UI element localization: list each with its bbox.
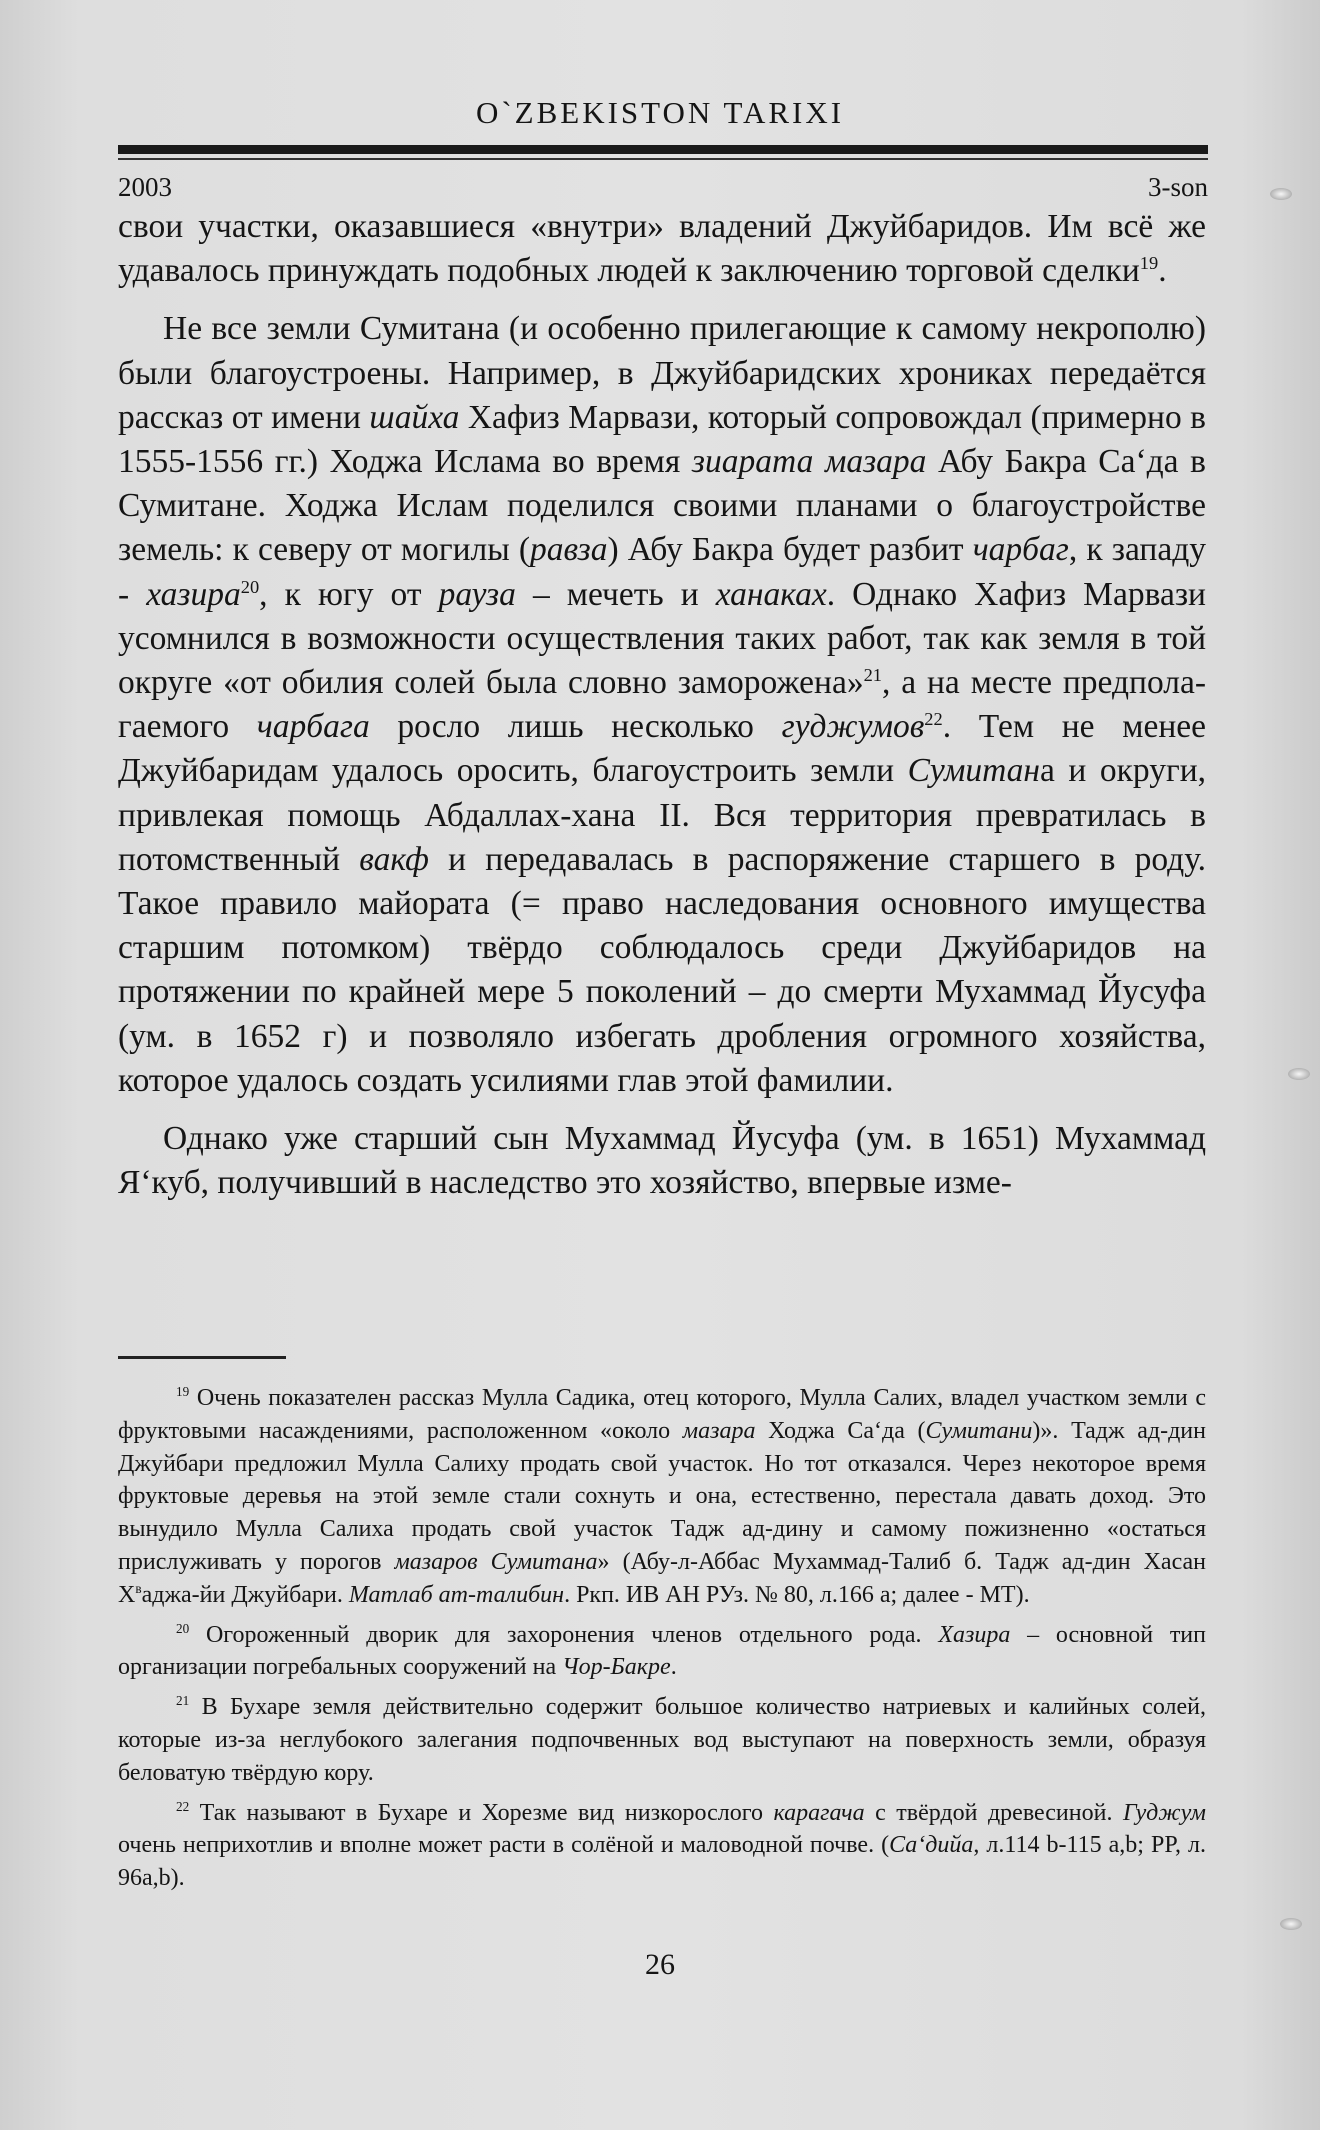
footnote-text: » (Абу-л-Аббас Мухаммад-Талиб б. Тадж ад-дин Хасан Х — [118, 1548, 1207, 1608]
paragraph-italic-term: зиарата мазара — [691, 443, 927, 481]
paragraph-italic-term: чарбага — [256, 708, 370, 746]
header-rule-thin — [118, 158, 1208, 160]
header-rule-thick — [118, 145, 1208, 154]
footnote-text: Так называют в Бухаре и Хорезме вид низкорослого — [189, 1799, 774, 1826]
footnote-text: . — [670, 1654, 677, 1681]
paragraph-text: , а на месте предполагаемого — [118, 664, 1206, 746]
paragraph-footnote-ref: 22 — [924, 709, 943, 730]
paragraph-italic-term: чарбаг — [972, 531, 1069, 569]
paragraph-text: . Тем не менее Джуйбаридам удалось оросить, благоустроить земли — [118, 708, 1206, 790]
footnote-italic-term: карагача — [773, 1799, 865, 1826]
paragraph-italic-term: рауза — [438, 575, 516, 613]
footnote-footnote-ref: 19 — [176, 1384, 190, 1399]
footnote — [118, 1619, 1206, 1685]
footnote-footnote-ref: 21 — [176, 1693, 190, 1709]
footnote-text: В Бухаре земля действительно содержит большое количество натриевых и калийных солей, которые из-за неглубокого залегания подпочвенных вод выступают на поверхность земли, образуя беловатую твёрдую кору. — [118, 1694, 1206, 1786]
footnote-separator — [118, 1356, 286, 1359]
paragraph — [118, 1117, 1206, 1205]
paragraph-italic-term: хазира — [146, 575, 241, 613]
running-header: O`ZBEKISTON TARIXI — [475, 95, 845, 130]
paragraph-text: , к западу - — [118, 531, 1207, 613]
paragraph-italic-term: Сумитан — [907, 752, 1041, 790]
paragraph-text: – мечеть и — [515, 575, 716, 613]
paragraph-text: ) Абу Бакра будет разбит — [607, 531, 973, 569]
paragraph-footnote-ref: 19 — [1139, 253, 1159, 274]
footnote-footnote-ref: 22 — [176, 1798, 190, 1814]
page-number: 26 — [645, 1948, 675, 1981]
footnote-text: . Ркп. ИВ АН РУз. № 80, л.166 а; далее - МТ). — [564, 1581, 1030, 1608]
paragraph-text: . — [1158, 252, 1167, 290]
paragraph-text: свои участки, оказавшиеся «внутри» владений Джуйбаридов. Им всё же удавалось принуждать подобных людей к заключению торговой сделки — [118, 208, 1206, 290]
footnote-text: очень неприхотлив и вполне может расти в солёной и маловодной почве. ( — [118, 1832, 890, 1859]
paragraph-text: и передавалась в распоряжение старшего в роду. Такое правило майората (= право наследования основного имущества старшим потомком) твёрдо соблюдалось среди Джуйбаридов на протяжении по крайней мере 5 поколений – до смерти Мухаммад Йусуфа (ум. в 1652 г) и позволяло избегать дробления огромного хозяйства, которое удалось создать усилиями глав этой фамилии. — [118, 840, 1206, 1099]
footnote-italic-term: Сумитани — [925, 1417, 1033, 1444]
footnotes — [118, 1382, 1206, 1902]
footnote-footnote-ref: 20 — [176, 1620, 190, 1636]
punch-hole — [1280, 1918, 1302, 1930]
paragraph-text: Не все земли Сумитана (и особенно прилегающие к самому некрополю) были благоустроены. Например, в Джуйбаридских хрониках передаётся рассказ от имени — [118, 310, 1206, 436]
footnote-italic-term: мазара — [682, 1417, 756, 1444]
footnote-text: – основной тип организации погребальных сооружений на — [118, 1621, 1206, 1681]
footnote-italic-term: Хазира — [938, 1621, 1011, 1648]
footnote — [118, 1382, 1206, 1612]
paragraph-footnote-ref: 21 — [863, 664, 882, 685]
punch-hole — [1288, 1068, 1310, 1080]
paragraph-text: а и округи, привлекая помощь Абдаллах-хана II. Вся территория превратилась в потомственный — [118, 752, 1206, 878]
main-text — [118, 205, 1206, 1219]
footnote-text: Очень показателен рассказ Мулла Садика, отец которого, Мулла Салих, владел участком земли с фруктовыми насаждениями, расположенном «около — [118, 1385, 1206, 1444]
paragraph-text: Хафиз Марвази, который сопровождал (примерно в 1555-1556 гг.) Ходжа Ислама во время — [118, 398, 1206, 481]
year-label: 2003 — [118, 172, 172, 202]
footnote-text: с твёрдой древесиной. — [864, 1799, 1123, 1826]
paragraph — [118, 307, 1206, 1103]
paragraph-text: , к югу от — [259, 575, 439, 613]
paragraph-italic-term: вакф — [359, 840, 429, 878]
footnote-italic-term: Матлаб ат-талибин — [348, 1581, 565, 1608]
paragraph-italic-term: шайха — [369, 398, 460, 436]
footnote — [118, 1691, 1206, 1789]
paragraph-text: росло лишь несколько — [369, 708, 782, 746]
footnote-italic-term: мазаров Сумитана — [394, 1548, 598, 1575]
paragraph-footnote-ref: 20 — [240, 576, 260, 597]
paragraph-italic-term: равза — [530, 531, 608, 569]
footnote-text: )». Тадж ад-дин Джуйбари предложил Мулла Салиху продать свой участок. Но тот отказался. Через некоторое время фруктовые деревья на этой земле стали сохнуть и она, естественно, перестала давать доход. Это вынудило Мулла Салиха продать свой участок Тадж ад-дину и самому пожизненно «остаться прислуживать у порогов — [118, 1417, 1206, 1575]
footnote-text: Ходжа Са‘да ( — [755, 1417, 926, 1444]
punch-hole — [1270, 188, 1292, 200]
footnote-italic-term: Чор-Бакре — [562, 1654, 671, 1681]
footnote-text: аджа-йи Джуйбари. — [141, 1581, 349, 1608]
footnote-text: Огороженный дворик для захоронения членов отдельного рода. — [189, 1621, 939, 1648]
footnote-italic-term: Гуджум — [1122, 1799, 1206, 1826]
paragraph-text: Абу Бакра Са‘да в Сумитане. Ходжа Ислам поделился своими планами о благоустройстве земель: к северу от могилы ( — [118, 443, 1206, 569]
paragraph — [118, 205, 1206, 293]
paragraph-text: . Однако Хафиз Марвази усомнился в возможности осуществления таких работ, так как земля в той округе «от обилия солей была словно заморожена» — [118, 575, 1206, 702]
footnote — [118, 1797, 1206, 1895]
paragraph-italic-term: гуджумов — [781, 708, 925, 746]
footnote-text: , л.114 b-115 a,b; PP, л. 96a,b). — [118, 1832, 1206, 1892]
paragraph-text: Однако уже старший сын Мухаммад Йусуфа (ум. в 1651) Мухаммад Я‘куб, получивший в наследство это хозяйство, впервые изме- — [118, 1120, 1206, 1202]
footnote-footnote-ref: в — [135, 1580, 142, 1596]
paragraph-italic-term: ханаках — [715, 575, 827, 613]
footnote-italic-term: Са‘дийа — [889, 1832, 974, 1859]
issue-label: 3-son — [1148, 172, 1208, 202]
